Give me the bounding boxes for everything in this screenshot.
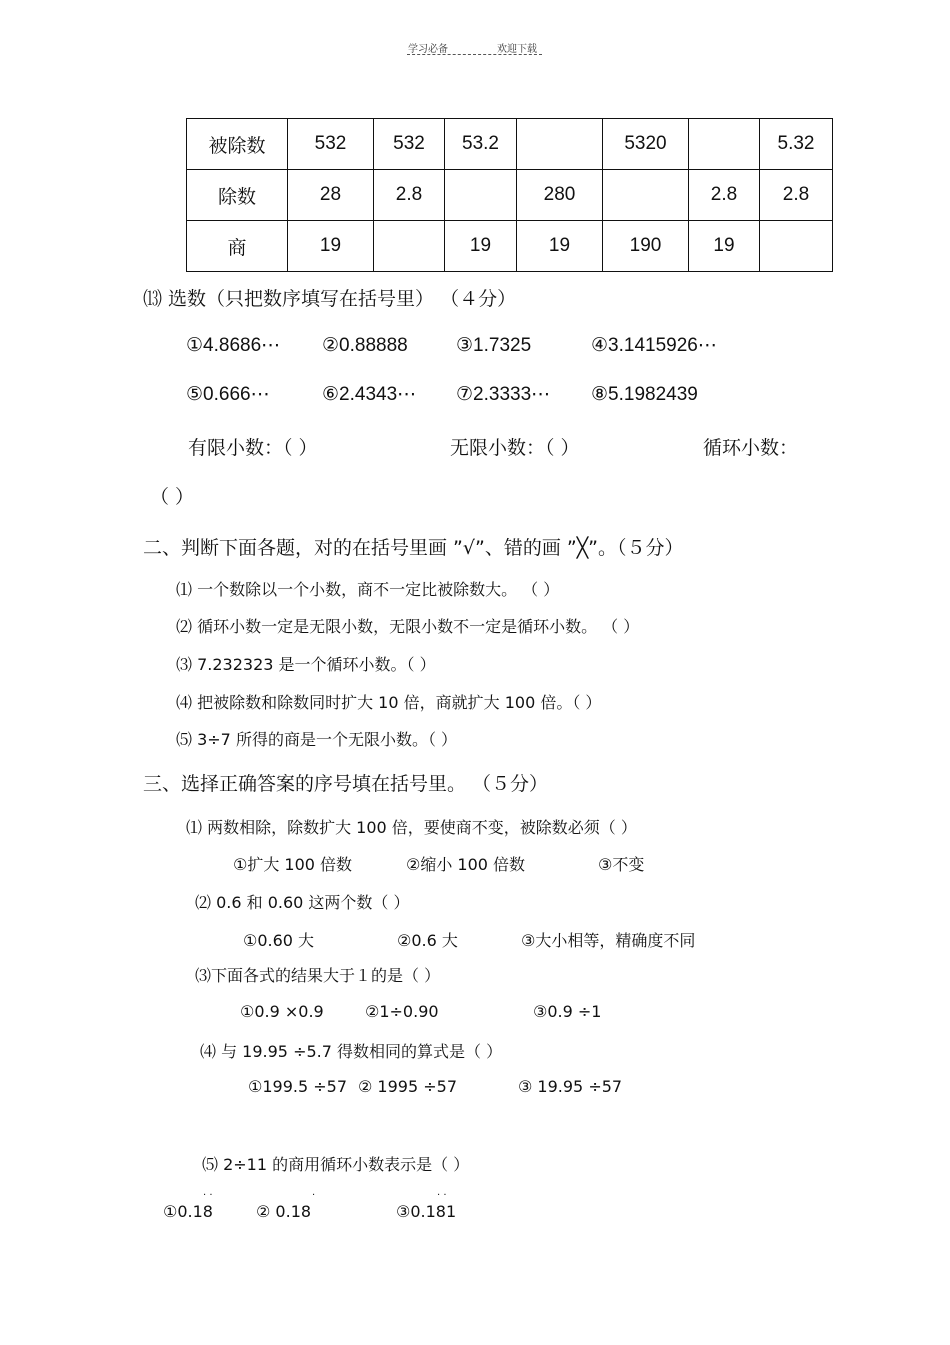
option-3: ③1.7325 bbox=[456, 335, 532, 356]
judge-item-1: ⑴ 一个数除以一个小数，商不一定比被除数大。 （ ） bbox=[176, 580, 560, 599]
table-cell: 19 bbox=[445, 221, 517, 272]
table-cell bbox=[760, 221, 833, 272]
table-cell: 280 bbox=[517, 170, 603, 221]
table-cell: 28 bbox=[288, 170, 374, 221]
choice-q1-opt1: ①扩大 100 倍数 bbox=[233, 855, 353, 874]
choice-q2-opt1: ①0.60 大 bbox=[243, 931, 315, 950]
table-cell: 2.8 bbox=[760, 170, 833, 221]
judge-item-3: ⑶ 7.232323 是一个循环小数。（ ） bbox=[176, 655, 436, 674]
choice-q5-opt3: ③0.181 bbox=[396, 1202, 457, 1221]
row-label: 除数 bbox=[187, 170, 288, 221]
table-cell: 19 bbox=[689, 221, 760, 272]
table-cell bbox=[603, 170, 689, 221]
option-4: ④3.1415926⋯ bbox=[591, 335, 717, 356]
table-cell bbox=[517, 119, 603, 170]
judge-item-5: ⑸ 3÷7 所得的商是一个无限小数。（ ） bbox=[176, 730, 458, 749]
infinite-decimal-blank: 无限小数：（ ） bbox=[450, 437, 580, 459]
option-6: ⑥2.4343⋯ bbox=[322, 384, 417, 405]
header-left: 学习必备 bbox=[408, 44, 448, 55]
table-cell: 190 bbox=[603, 221, 689, 272]
repeat-dot: · · bbox=[203, 1190, 213, 1201]
table-cell: 19 bbox=[288, 221, 374, 272]
repeating-decimal-blank: （ ） bbox=[150, 486, 195, 508]
q13-title: ⒀ 选数（只把数序填写在括号里） （４分） bbox=[143, 288, 517, 310]
section3-title: 三、选择正确答案的序号填在括号里。 （５分） bbox=[143, 773, 549, 795]
table-cell: 53.2 bbox=[445, 119, 517, 170]
division-table bbox=[186, 118, 833, 272]
option-1: ①4.8686⋯ bbox=[186, 335, 281, 356]
option-8: ⑧5.1982439 bbox=[591, 384, 698, 405]
row-label: 商 bbox=[187, 221, 288, 272]
table-cell bbox=[374, 221, 445, 272]
choice-q3-opt2: ②1÷0.90 bbox=[365, 1002, 439, 1021]
choice-q1-opt3: ③不变 bbox=[598, 855, 645, 874]
choice-q5-opt2: ② 0.18 bbox=[256, 1202, 312, 1221]
choice-q3-opt3: ③0.9 ÷1 bbox=[533, 1002, 602, 1021]
row-label: 被除数 bbox=[187, 119, 288, 170]
choice-q4: ⑷ 与 19.95 ÷5.7 得数相同的算式是（ ） bbox=[200, 1042, 503, 1061]
option-5: ⑤0.666⋯ bbox=[186, 384, 270, 405]
choice-q2-opt2: ②0.6 大 bbox=[397, 931, 458, 950]
choice-q2: ⑵ 0.6 和 0.60 这两个数（ ） bbox=[195, 893, 410, 912]
header-divider bbox=[407, 54, 542, 55]
choice-q1-opt2: ②缩小 100 倍数 bbox=[406, 855, 526, 874]
repeat-dot: · · bbox=[437, 1190, 447, 1201]
header-right: 欢迎下载 bbox=[497, 44, 537, 55]
table-cell bbox=[445, 170, 517, 221]
choice-q5: ⑸ 2÷11 的商用循环小数表示是（ ） bbox=[202, 1155, 470, 1174]
table-row bbox=[187, 221, 833, 272]
table-cell: 5.32 bbox=[760, 119, 833, 170]
table-cell: 2.8 bbox=[374, 170, 445, 221]
section2-title: 二、判断下面各题，对的在括号里画 ”√”、错的画 ”╳”。（５分） bbox=[143, 537, 684, 559]
choice-q2-opt3: ③大小相等，精确度不同 bbox=[521, 931, 696, 950]
judge-item-4: ⑷ 把被除数和除数同时扩大 10 倍，商就扩大 100 倍。（ ） bbox=[176, 693, 602, 712]
table-cell: 2.8 bbox=[689, 170, 760, 221]
repeating-decimal-label: 循环小数： bbox=[703, 437, 799, 459]
table-cell: 532 bbox=[288, 119, 374, 170]
choice-q3: ⑶下面各式的结果大于１的是（ ） bbox=[195, 966, 441, 985]
table-row bbox=[187, 119, 833, 170]
table-cell bbox=[689, 119, 760, 170]
choice-q4-opt2: ② 1995 ÷57 bbox=[358, 1077, 457, 1096]
repeat-dot: · bbox=[312, 1190, 316, 1201]
table-cell: 19 bbox=[517, 221, 603, 272]
judge-item-2: ⑵ 循环小数一定是无限小数，无限小数不一定是循环小数。 （ ） bbox=[176, 617, 640, 636]
finite-decimal-blank: 有限小数：（ ） bbox=[188, 437, 318, 459]
table-cell: 5320 bbox=[603, 119, 689, 170]
option-7: ⑦2.3333⋯ bbox=[456, 384, 551, 405]
choice-q4-opt1: ①199.5 ÷57 bbox=[248, 1077, 347, 1096]
table-row bbox=[187, 170, 833, 221]
choice-q3-opt1: ①0.9 ×0.9 bbox=[240, 1002, 324, 1021]
option-2: ②0.88888 bbox=[322, 335, 408, 356]
choice-q4-opt3: ③ 19.95 ÷57 bbox=[518, 1077, 623, 1096]
table-cell: 532 bbox=[374, 119, 445, 170]
choice-q1: ⑴ 两数相除，除数扩大 100 倍，要使商不变，被除数必须（ ） bbox=[186, 818, 637, 837]
choice-q5-opt1: ①0.18 bbox=[163, 1202, 213, 1221]
